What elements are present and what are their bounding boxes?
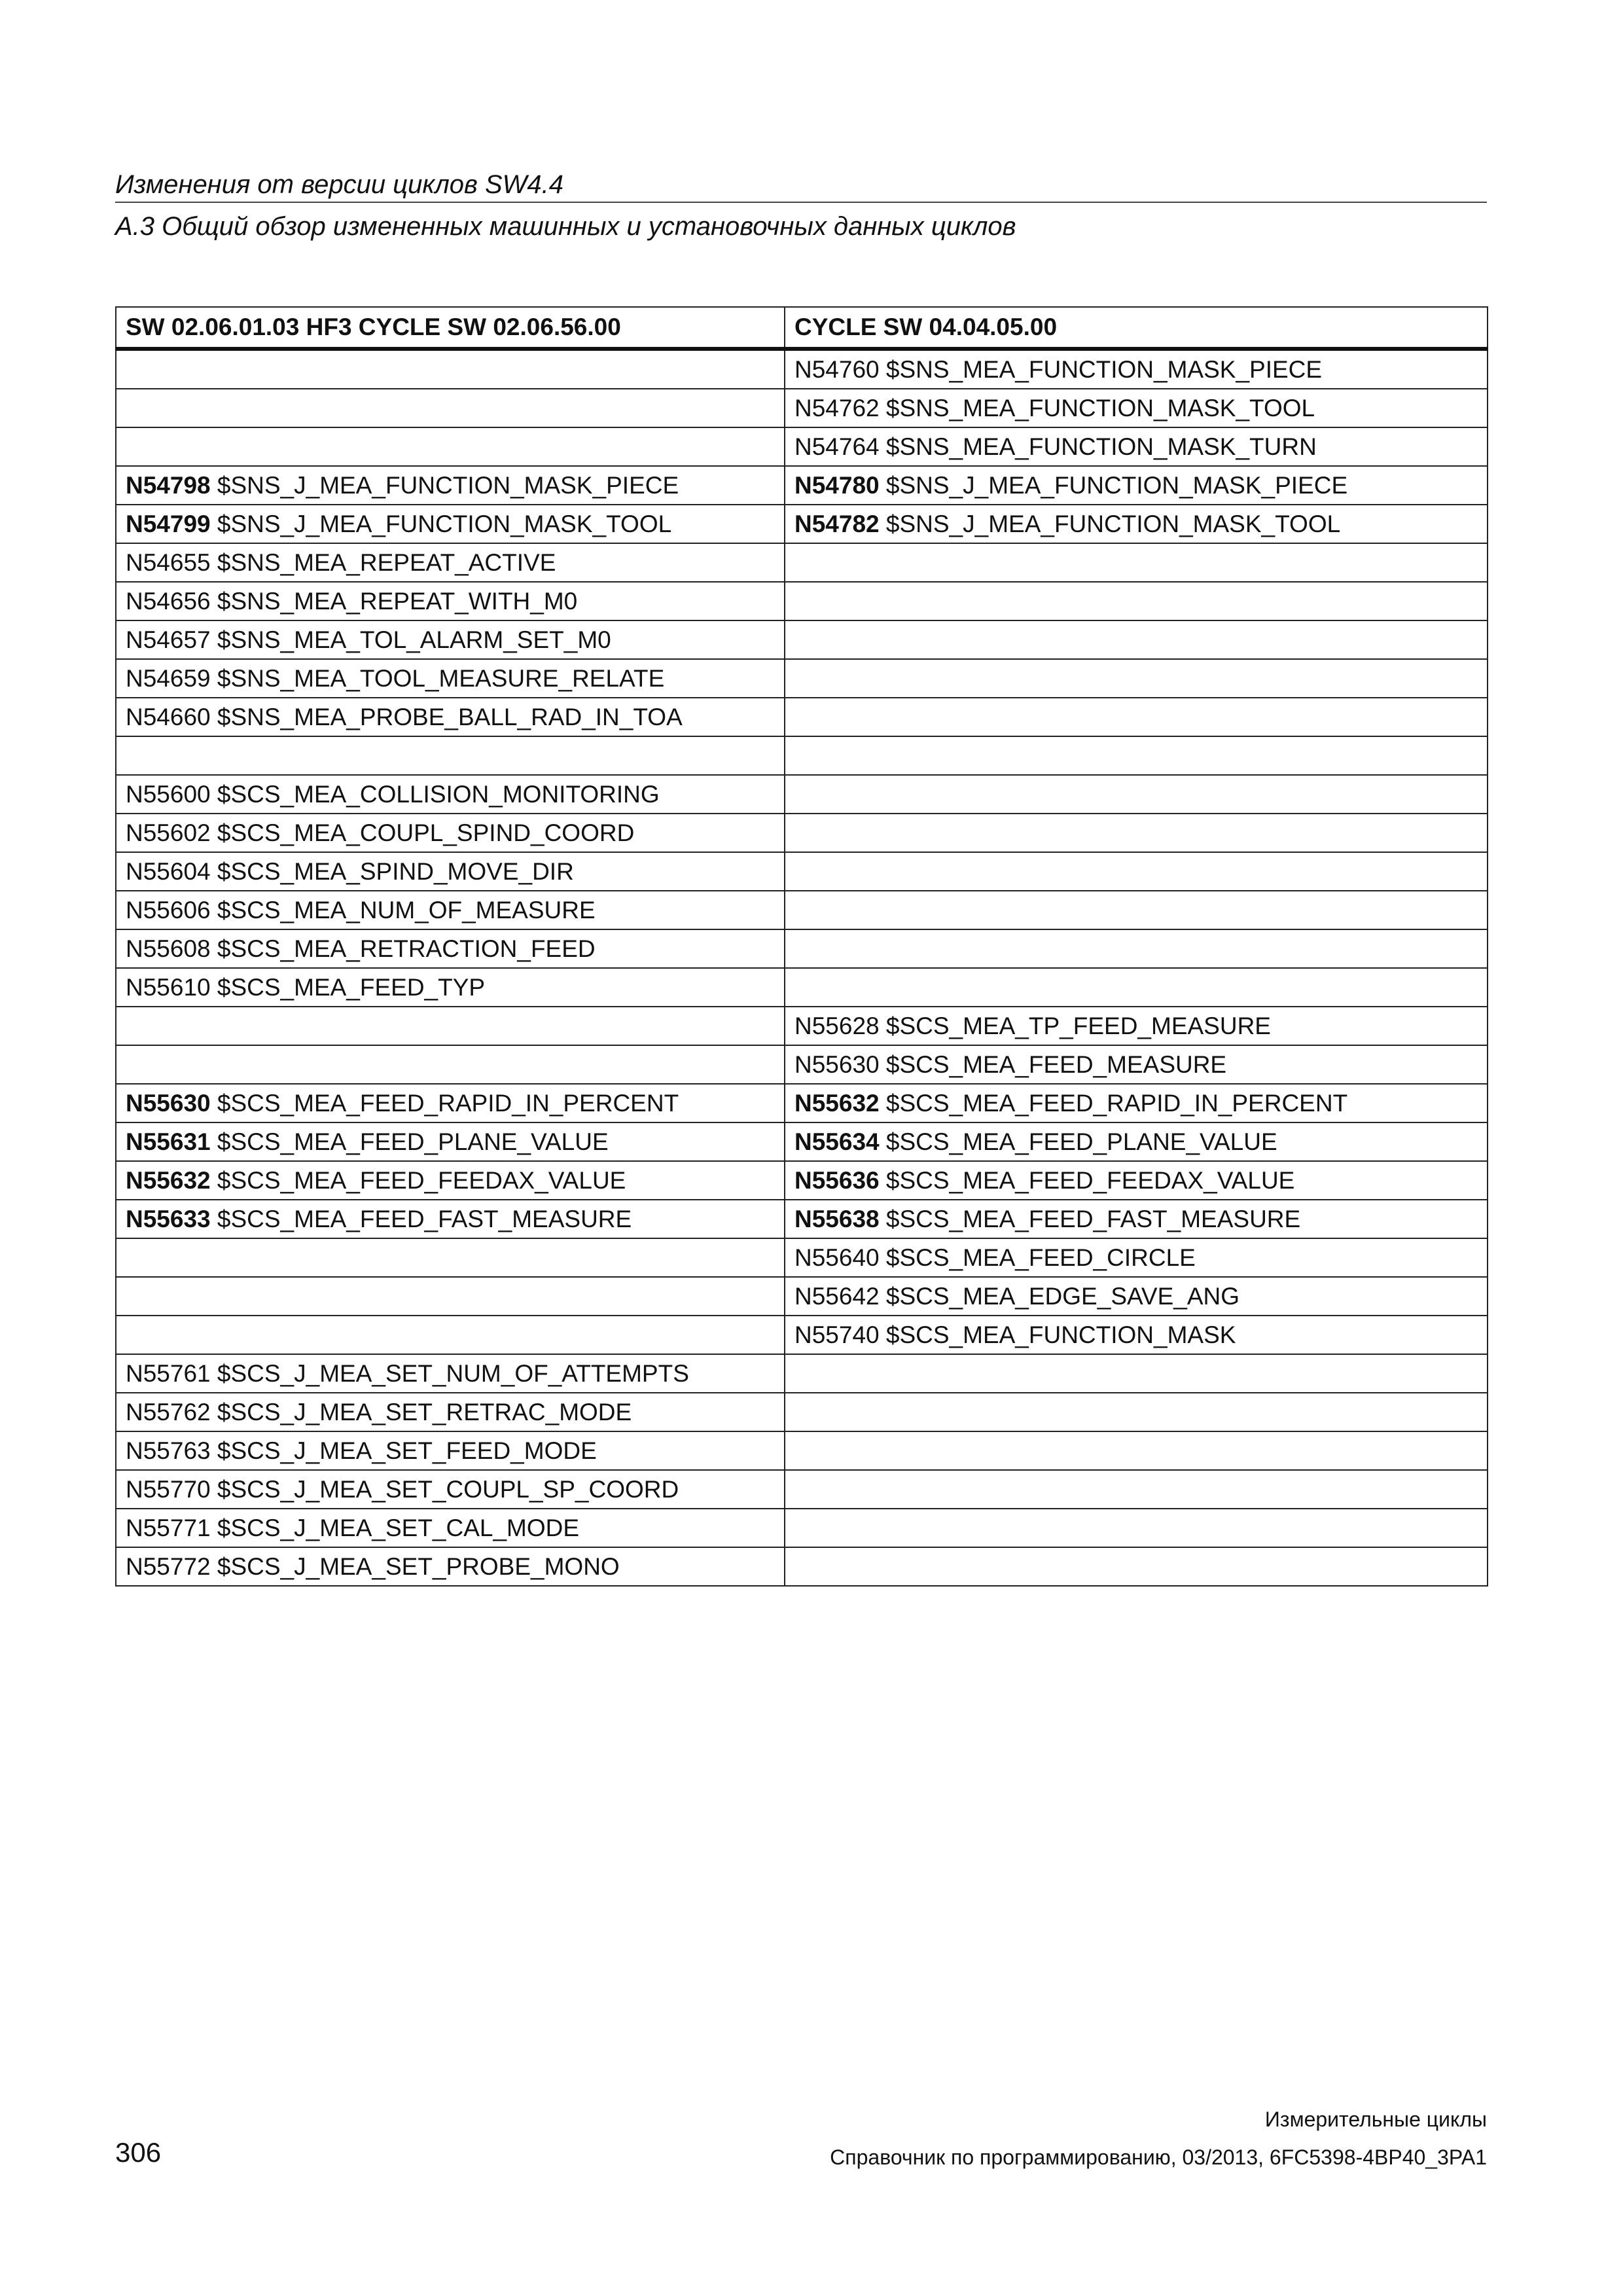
cell-new-version <box>785 1316 1488 1354</box>
parameter-number: N55636 <box>794 1167 880 1194</box>
parameter-name: $SCS_MEA_NUM_OF_MEASURE <box>217 897 596 924</box>
table-row <box>116 1509 1488 1547</box>
cell-old-version <box>116 1547 785 1586</box>
cell-old-version <box>116 1470 785 1509</box>
parameter-number: N54762 <box>794 395 880 422</box>
parameter-number: N55628 <box>794 1013 880 1039</box>
parameter-name: $SNS_MEA_REPEAT_WITH_M0 <box>217 588 578 615</box>
parameter-number: N54655 <box>126 549 211 576</box>
cell-new-version <box>785 582 1488 620</box>
cell-old-version <box>116 1316 785 1354</box>
cell-old-version <box>116 466 785 505</box>
cell-new-version <box>785 1393 1488 1431</box>
cell-new-version <box>785 349 1488 389</box>
parameter-number: N54760 <box>794 356 880 383</box>
cell-new-version <box>785 1238 1488 1277</box>
cell-old-version <box>116 1431 785 1470</box>
cell-new-version <box>785 1161 1488 1200</box>
cell-old-version <box>116 1277 785 1316</box>
cell-old-version <box>116 1509 785 1547</box>
table-row <box>116 1045 1488 1084</box>
table-row <box>116 1007 1488 1045</box>
cell-new-version <box>785 543 1488 582</box>
cell-old-version <box>116 736 785 775</box>
table-row <box>116 929 1488 968</box>
header-rule <box>115 202 1487 203</box>
cell-new-version <box>785 659 1488 698</box>
cell-old-version <box>116 698 785 736</box>
parameter-number: N54764 <box>794 433 880 460</box>
parameter-number: N54660 <box>126 704 211 730</box>
table-row <box>116 1238 1488 1277</box>
table-row <box>116 1122 1488 1161</box>
parameter-name: $SNS_J_MEA_FUNCTION_MASK_TOOL <box>217 511 672 537</box>
parameter-name: $SCS_MEA_FEED_PLANE_VALUE <box>885 1128 1277 1155</box>
table-row <box>116 1547 1488 1586</box>
table-header-row <box>116 307 1488 349</box>
table-row <box>116 814 1488 852</box>
cell-old-version <box>116 1007 785 1045</box>
cell-new-version <box>785 968 1488 1007</box>
table-row <box>116 1431 1488 1470</box>
parameter-number: N55608 <box>126 935 211 962</box>
parameter-number: N55602 <box>126 819 211 846</box>
table-row <box>116 1084 1488 1122</box>
parameter-name: $SNS_MEA_FUNCTION_MASK_TOOL <box>885 395 1315 422</box>
cell-old-version <box>116 1045 785 1084</box>
parameter-comparison-table <box>115 306 1488 1587</box>
parameter-number: N55642 <box>794 1283 880 1310</box>
cell-new-version <box>785 1007 1488 1045</box>
parameter-number: N54659 <box>126 665 211 692</box>
parameter-number: N55761 <box>126 1360 211 1387</box>
parameter-number: N55634 <box>794 1128 880 1155</box>
parameter-name: $SCS_MEA_FEED_FAST_MEASURE <box>217 1206 632 1232</box>
parameter-name: $SNS_J_MEA_FUNCTION_MASK_PIECE <box>217 472 679 499</box>
cell-new-version <box>785 1470 1488 1509</box>
parameter-number: N55640 <box>794 1244 880 1271</box>
cell-old-version <box>116 543 785 582</box>
cell-new-version <box>785 1547 1488 1586</box>
parameter-number: N55631 <box>126 1128 211 1155</box>
parameter-name: $SCS_J_MEA_SET_RETRAC_MODE <box>217 1399 632 1426</box>
cell-new-version <box>785 814 1488 852</box>
cell-old-version <box>116 582 785 620</box>
parameter-name: $SNS_MEA_REPEAT_ACTIVE <box>217 549 556 576</box>
parameter-name: $SCS_MEA_FEED_FEEDAX_VALUE <box>217 1167 626 1194</box>
cell-new-version <box>785 427 1488 466</box>
parameter-number: N55762 <box>126 1399 211 1426</box>
parameter-name: $SNS_J_MEA_FUNCTION_MASK_TOOL <box>885 511 1341 537</box>
parameter-name: $SCS_J_MEA_SET_COUPL_SP_COORD <box>217 1476 679 1503</box>
cell-old-version <box>116 1161 785 1200</box>
table-row <box>116 968 1488 1007</box>
cell-new-version <box>785 775 1488 814</box>
cell-old-version <box>116 427 785 466</box>
cell-new-version <box>785 1431 1488 1470</box>
table-row <box>116 1316 1488 1354</box>
cell-old-version <box>116 389 785 427</box>
cell-old-version <box>116 349 785 389</box>
cell-new-version <box>785 1509 1488 1547</box>
parameter-name: $SCS_MEA_TP_FEED_MEASURE <box>885 1013 1271 1039</box>
parameter-name: $SNS_MEA_PROBE_BALL_RAD_IN_TOA <box>217 704 683 730</box>
parameter-number: N55610 <box>126 974 211 1001</box>
column-header-new-version: CYCLE SW 04.04.05.00 <box>785 307 1488 349</box>
parameter-number: N55600 <box>126 781 211 808</box>
header-subtitle: А.3 Общий обзор измененных машинных и установочных данных циклов <box>115 212 1016 241</box>
parameter-name: $SCS_MEA_FEED_FEEDAX_VALUE <box>885 1167 1295 1194</box>
cell-old-version <box>116 659 785 698</box>
cell-old-version <box>116 620 785 659</box>
parameter-number: N54782 <box>794 511 880 537</box>
column-header-old-version: SW 02.06.01.03 HF3 CYCLE SW 02.06.56.00 <box>116 307 785 349</box>
table-row <box>116 659 1488 698</box>
parameter-name: $SCS_J_MEA_SET_CAL_MODE <box>217 1515 580 1541</box>
cell-old-version <box>116 505 785 543</box>
parameter-number: N55630 <box>126 1090 211 1117</box>
parameter-name: $SCS_MEA_RETRACTION_FEED <box>217 935 596 962</box>
parameter-number: N55630 <box>794 1051 880 1078</box>
parameter-name: $SCS_MEA_FEED_TYP <box>217 974 486 1001</box>
cell-old-version <box>116 1354 785 1393</box>
table-row <box>116 1393 1488 1431</box>
parameter-name: $SCS_MEA_FUNCTION_MASK <box>885 1321 1236 1348</box>
parameter-number: N55604 <box>126 858 211 885</box>
table-row <box>116 505 1488 543</box>
page-number: 306 <box>115 2137 162 2168</box>
table-row <box>116 1200 1488 1238</box>
cell-new-version <box>785 1277 1488 1316</box>
cell-old-version <box>116 814 785 852</box>
parameter-name: $SCS_MEA_FEED_MEASURE <box>885 1051 1227 1078</box>
table-row <box>116 1277 1488 1316</box>
parameter-name: $SCS_J_MEA_SET_PROBE_MONO <box>217 1553 620 1580</box>
table-row <box>116 582 1488 620</box>
cell-new-version <box>785 891 1488 929</box>
cell-old-version <box>116 968 785 1007</box>
parameter-name: $SCS_MEA_FEED_RAPID_IN_PERCENT <box>885 1090 1348 1117</box>
parameter-name: $SNS_MEA_FUNCTION_MASK_PIECE <box>885 356 1323 383</box>
cell-old-version <box>116 1084 785 1122</box>
cell-old-version <box>116 1393 785 1431</box>
cell-new-version <box>785 389 1488 427</box>
table-row <box>116 891 1488 929</box>
parameter-name: $SCS_MEA_FEED_PLANE_VALUE <box>217 1128 609 1155</box>
cell-new-version <box>785 1084 1488 1122</box>
table-body <box>116 349 1488 1586</box>
table-row <box>116 466 1488 505</box>
footer-book-title: Измерительные циклы <box>1264 2108 1487 2131</box>
table-row <box>116 620 1488 659</box>
table-row <box>116 775 1488 814</box>
parameter-name: $SCS_MEA_SPIND_MOVE_DIR <box>217 858 574 885</box>
cell-old-version <box>116 891 785 929</box>
table-row <box>116 543 1488 582</box>
cell-new-version <box>785 852 1488 891</box>
parameter-name: $SNS_MEA_TOOL_MEASURE_RELATE <box>217 665 665 692</box>
table-row <box>116 349 1488 389</box>
parameter-number: N55740 <box>794 1321 880 1348</box>
parameter-name: $SCS_J_MEA_SET_NUM_OF_ATTEMPTS <box>217 1360 689 1387</box>
parameter-name: $SNS_J_MEA_FUNCTION_MASK_PIECE <box>885 472 1348 499</box>
cell-old-version <box>116 775 785 814</box>
table-row <box>116 1470 1488 1509</box>
footer-reference: Справочник по программированию, 03/2013, 6FC5398-4BP40_3PA1 <box>830 2145 1487 2169</box>
parameter-name: $SCS_MEA_FEED_RAPID_IN_PERCENT <box>217 1090 679 1117</box>
cell-old-version <box>116 929 785 968</box>
cell-new-version <box>785 1200 1488 1238</box>
cell-new-version <box>785 929 1488 968</box>
cell-new-version <box>785 698 1488 736</box>
parameter-number: N55632 <box>794 1090 880 1117</box>
parameter-name: $SCS_MEA_FEED_FAST_MEASURE <box>885 1206 1301 1232</box>
parameter-name: $SCS_J_MEA_SET_FEED_MODE <box>217 1437 597 1464</box>
table-row <box>116 852 1488 891</box>
parameter-number: N55771 <box>126 1515 211 1541</box>
parameter-name: $SNS_MEA_TOL_ALARM_SET_M0 <box>217 626 611 653</box>
cell-new-version <box>785 466 1488 505</box>
header-title: Изменения от версии циклов SW4.4 <box>115 170 564 199</box>
table-row <box>116 427 1488 466</box>
cell-old-version <box>116 1238 785 1277</box>
cell-old-version <box>116 852 785 891</box>
parameter-name: $SNS_MEA_FUNCTION_MASK_TURN <box>885 433 1317 460</box>
parameter-name: $SCS_MEA_COLLISION_MONITORING <box>217 781 660 808</box>
parameter-number: N55770 <box>126 1476 211 1503</box>
cell-old-version <box>116 1200 785 1238</box>
parameter-number: N54657 <box>126 626 211 653</box>
cell-old-version <box>116 1122 785 1161</box>
parameter-number: N55632 <box>126 1167 211 1194</box>
parameter-number: N54656 <box>126 588 211 615</box>
parameter-number: N54799 <box>126 511 211 537</box>
cell-new-version <box>785 505 1488 543</box>
table-row <box>116 1354 1488 1393</box>
parameter-number: N54780 <box>794 472 880 499</box>
parameter-number: N55633 <box>126 1206 211 1232</box>
parameter-name: $SCS_MEA_FEED_CIRCLE <box>885 1244 1196 1271</box>
cell-new-version <box>785 1354 1488 1393</box>
parameter-number: N55763 <box>126 1437 211 1464</box>
table-row <box>116 698 1488 736</box>
cell-new-version <box>785 620 1488 659</box>
cell-new-version <box>785 1045 1488 1084</box>
parameter-name: $SCS_MEA_EDGE_SAVE_ANG <box>885 1283 1240 1310</box>
cell-new-version <box>785 736 1488 775</box>
cell-new-version <box>785 1122 1488 1161</box>
table-row <box>116 1161 1488 1200</box>
parameter-number: N54798 <box>126 472 211 499</box>
parameter-name: $SCS_MEA_COUPL_SPIND_COORD <box>217 819 635 846</box>
parameter-number: N55638 <box>794 1206 880 1232</box>
table-row <box>116 389 1488 427</box>
parameter-number: N55606 <box>126 897 211 924</box>
table-row <box>116 736 1488 775</box>
parameter-number: N55772 <box>126 1553 211 1580</box>
